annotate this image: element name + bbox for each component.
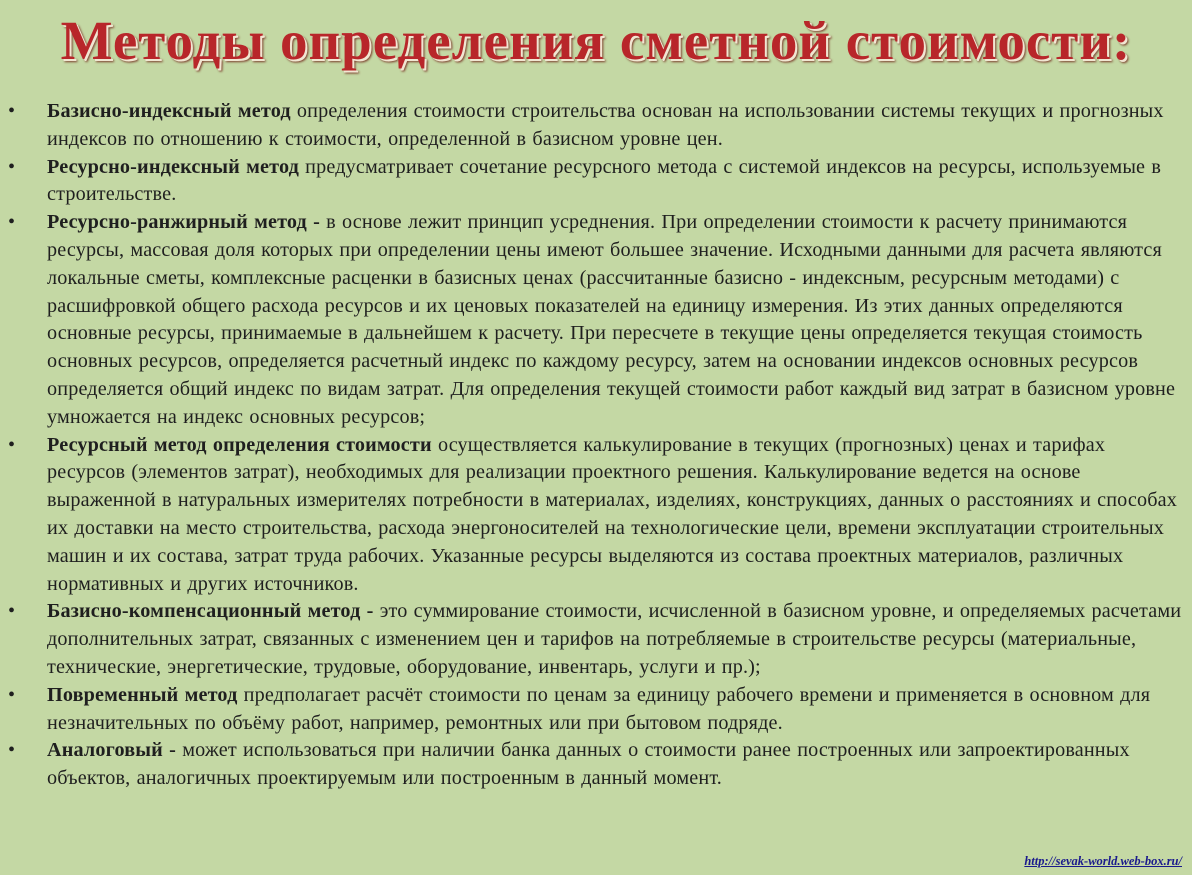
bullet-icon: • <box>8 600 16 623</box>
method-name: Ресурсный метод определения стоимости <box>47 433 432 456</box>
slide-title: Методы определения сметной стоимости: <box>60 10 1132 71</box>
method-item-resource-index <box>8 154 1188 210</box>
methods-list <box>8 98 1188 793</box>
bullet-icon: • <box>8 211 16 234</box>
method-item-analog <box>8 737 1188 793</box>
method-name: Аналоговый - <box>47 739 177 762</box>
method-description: осуществляется калькулирование в текущих (прогнозных) ценах и тарифах ресурсов (элементов затрат), необходимых для реализации проектного решения. Калькулирование ведется на основе выраженной в натуральных измерителях потребности в материалах, изделиях, конструкциях, данных о расстояниях и способах их доставки на место строительства, расхода энергоносителей на технологические цели, времени эксплуатации строительных машин и их состава, затрат труда рабочих. Указанные ресурсы выделяются из состава проектных материалов, различных нормативных и других источников. <box>47 433 1178 595</box>
bullet-icon: • <box>8 100 16 122</box>
method-name: Базисно-компенсационный метод - <box>47 600 374 623</box>
method-item-basis-index <box>8 98 1188 154</box>
source-link[interactable]: http://sevak-world.web-box.ru/ <box>1024 854 1182 868</box>
bullet-icon: • <box>8 155 16 178</box>
method-name: Ресурсно-ранжирный метод - <box>47 211 320 234</box>
method-name: Ресурсно-индексный метод <box>47 155 299 178</box>
method-item-resource-ranking <box>8 209 1188 431</box>
method-name: Повременный метод <box>47 683 238 706</box>
method-name: Базисно-индексный метод <box>47 100 291 122</box>
method-description: это суммирование стоимости, исчисленной в базисном уровне, и определяемых расчетами дополнительных затрат, связанных с изменением цен и тарифов на потребляемые в строительстве ресурсы (материальные, технические, энергетические, трудовые, оборудование, инвентарь, услуги и пр.); <box>47 600 1182 678</box>
method-description: в основе лежит принцип усреднения. При определении стоимости к расчету принимаются ресурсы, массовая доля которых при определении цены имеют большее значение. Исходными данными для расчета являются локальные сметы, комплексные расценки в базисных ценах (рассчитанные базисно - индексным, ресурсным методами) с расшифровкой общего расхода ресурсов и их ценовых показателей на единицу измерения. Из этих данных определяются основные ресурсы, принимаемые в дальнейшем к расчету. При пересчете в текущие цены определяется текущая стоимость основных ресурсов, определяется расчетный индекс по каждому ресурсу, затем на основании индексов основных ресурсов определяется общий индекс по видам затрат. Для определения текущей стоимости работ каждый вид затрат в базисном уровне умножается на индекс основных ресурсов; <box>47 211 1176 428</box>
method-item-resource <box>8 432 1188 599</box>
method-description: предусматривает сочетание ресурсного метода с системой индексов на ресурсы, используемые в строительстве. <box>47 155 1162 206</box>
method-description: определения стоимости строительства основан на использовании системы текущих и прогнозных индексов по отношению к стоимости, определенной в базисном уровне цен. <box>47 100 1164 150</box>
method-item-basis-compensation <box>8 598 1188 681</box>
bullet-icon: • <box>8 683 16 706</box>
method-item-time-based <box>8 682 1188 738</box>
method-description: предполагает расчёт стоимости по ценам за единицу рабочего времени и применяется в основном для незначительных по объёму работ, например, ремонтных или при бытовом подряде. <box>47 683 1151 734</box>
bullet-icon: • <box>8 739 16 762</box>
method-description: может использоваться при наличии банка данных о стоимости ранее построенных или запроектированных объектов, аналогичных проектируемым или построенным в данный момент. <box>47 739 1130 790</box>
bullet-icon: • <box>8 433 16 456</box>
